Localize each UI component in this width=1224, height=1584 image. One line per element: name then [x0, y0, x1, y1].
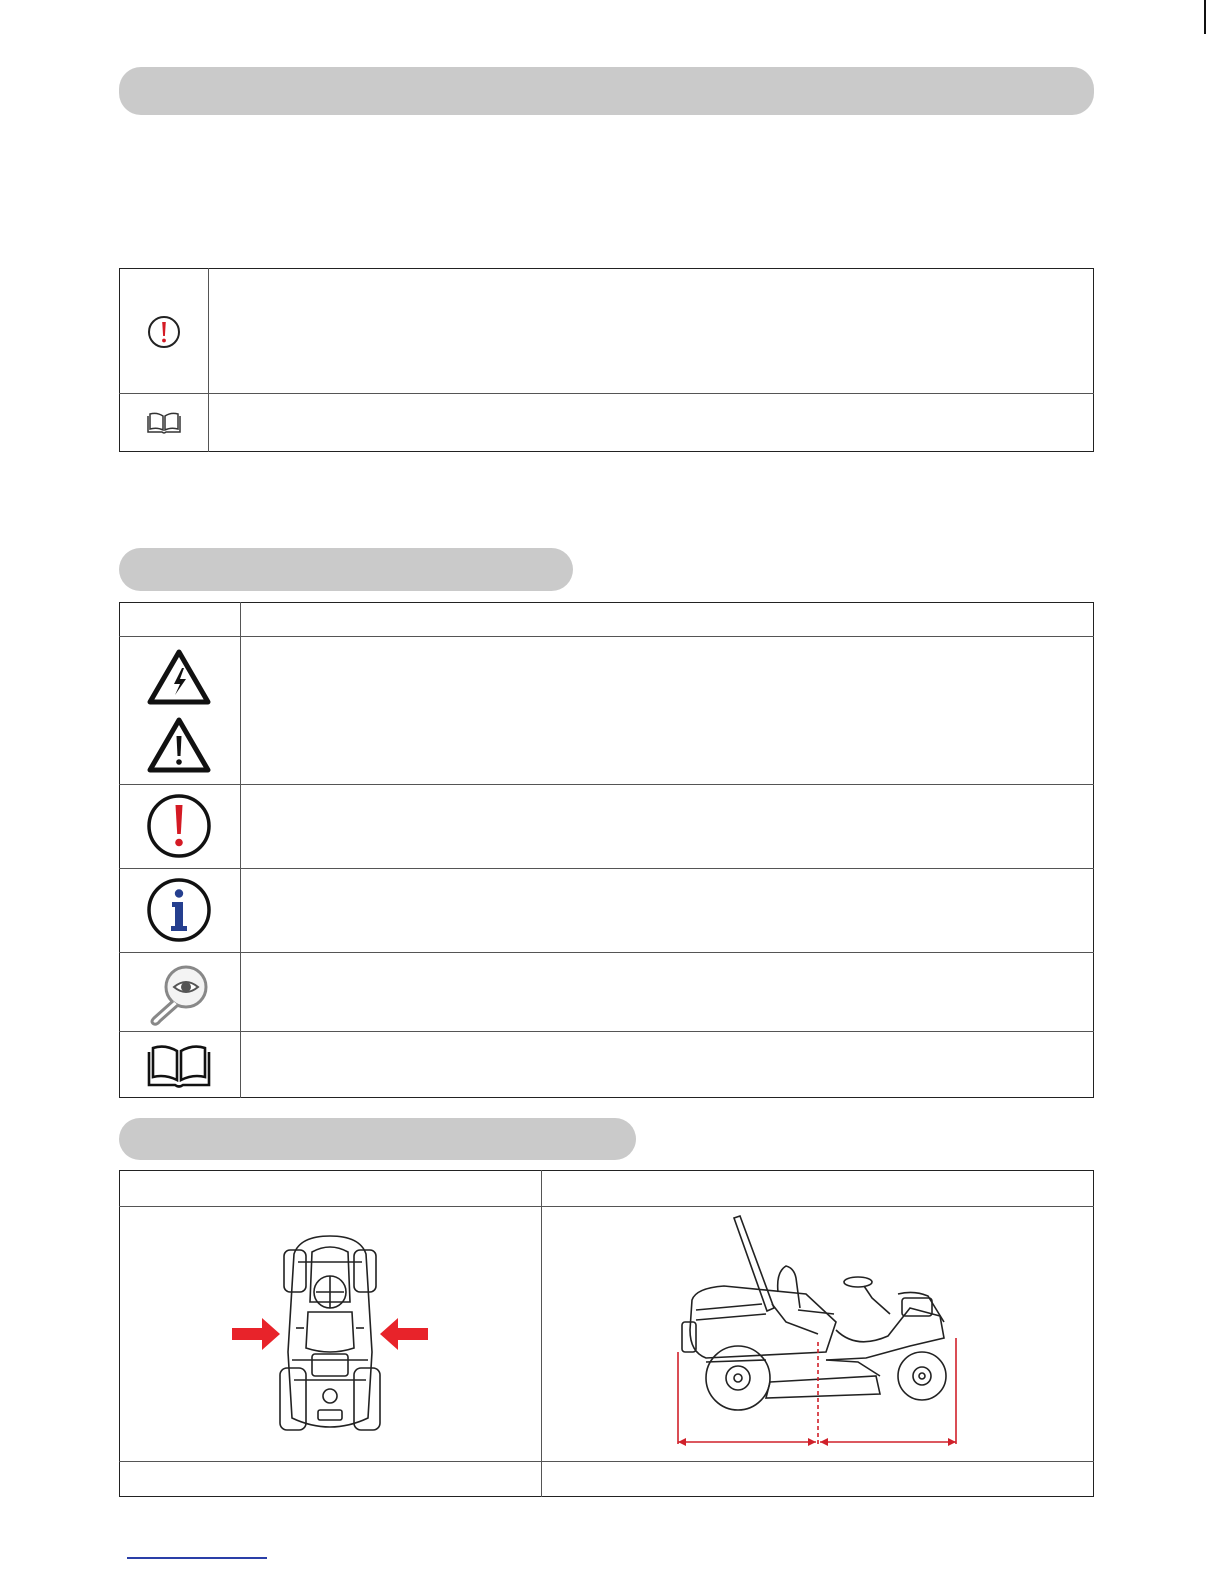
electric-hazard-triangle-icon — [146, 648, 212, 706]
notice-table-column-divider — [208, 268, 209, 452]
notice-table-row-divider — [119, 393, 1094, 394]
figures-table-column-divider — [541, 1170, 542, 1497]
magnifier-eye-icon — [144, 960, 214, 1026]
symbols-table-row-divider — [119, 952, 1094, 953]
section-header-bar-3 — [119, 1118, 636, 1160]
information-circle-icon — [146, 877, 212, 943]
warning-triangle-icon — [146, 716, 212, 774]
notice-table — [119, 268, 1094, 452]
mower-top-view-figure — [228, 1232, 432, 1444]
page-edge-mark — [1204, 0, 1206, 34]
symbols-table-row-divider — [119, 784, 1094, 785]
figures-table-row-divider — [119, 1461, 1094, 1462]
section-header-bar-1 — [119, 67, 1094, 115]
symbols-table-row-divider — [119, 1031, 1094, 1032]
symbols-table-row-divider — [119, 636, 1094, 637]
symbols-table — [119, 602, 1094, 1098]
mower-side-view-figure — [666, 1212, 966, 1448]
exclamation-circle-icon — [146, 793, 212, 859]
symbols-table-column-divider — [240, 602, 241, 1098]
figures-table-row-divider — [119, 1206, 1094, 1207]
exclamation-circle-icon — [146, 314, 182, 350]
open-book-icon — [146, 1043, 212, 1089]
section-header-bar-2 — [119, 548, 573, 591]
open-book-icon — [146, 411, 182, 435]
symbols-table-row-divider — [119, 868, 1094, 869]
footer-link-underline[interactable] — [127, 1557, 267, 1559]
